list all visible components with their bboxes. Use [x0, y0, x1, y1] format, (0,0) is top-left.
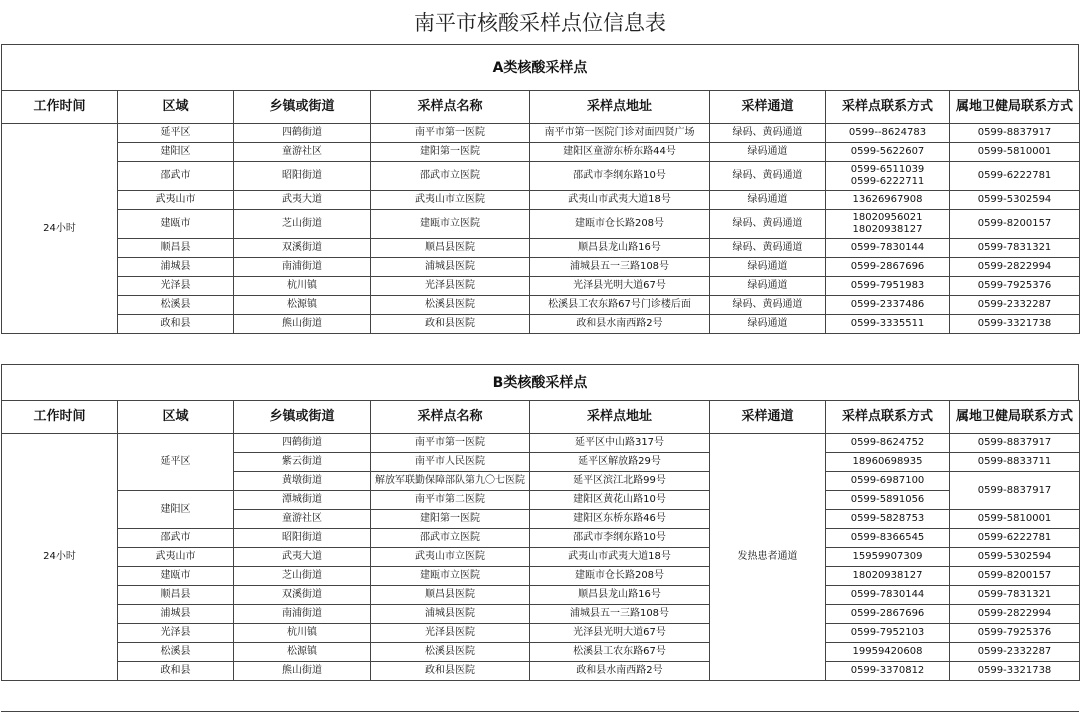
site-name-cell: 邵武市立医院: [371, 162, 530, 191]
site-address-cell: 邵武市李纲东路10号: [530, 162, 710, 191]
contact-cell: 0599-5891056: [826, 491, 950, 510]
region-cell: 建瓯市: [118, 567, 234, 586]
site-address-cell: 建阳区童游东桥东路44号: [530, 143, 710, 162]
channel-cell: 绿码通道: [710, 315, 826, 334]
channel-cell: 绿码、黄码通道: [710, 239, 826, 258]
header-site-name: 采样点名称: [371, 401, 530, 434]
header-work-time: 工作时间: [2, 91, 118, 124]
table-row: [2, 529, 1080, 548]
site-address-cell: 延平区滨江北路99号: [530, 472, 710, 491]
bureau-contact-cell: 0599-8200157: [950, 567, 1080, 586]
region-cell: 浦城县: [118, 258, 234, 277]
bureau-contact-cell: 0599-7831321: [950, 239, 1080, 258]
site-address-cell: 建阳区黄花山路10号: [530, 491, 710, 510]
street-cell: 松源镇: [234, 296, 371, 315]
section-b: [1, 364, 1079, 681]
street-cell: 芝山街道: [234, 210, 371, 239]
table-b: [1, 400, 1080, 681]
street-cell: 双溪街道: [234, 586, 371, 605]
header-bureau-contact: 属地卫健局联系方式: [950, 401, 1080, 434]
region-cell: 建阳区: [118, 491, 234, 529]
region-cell: 建阳区: [118, 143, 234, 162]
site-name-cell: 松溪县医院: [371, 643, 530, 662]
header-region: 区域: [118, 401, 234, 434]
site-address-cell: 武夷山市武夷大道18号: [530, 548, 710, 567]
header-channel: 采样通道: [710, 401, 826, 434]
region-cell: 延平区: [118, 124, 234, 143]
page-title: 南平市核酸采样点位信息表: [414, 11, 666, 35]
contact-cell: [826, 210, 950, 239]
region-cell: 顺昌县: [118, 586, 234, 605]
table-b-header-row: [2, 401, 1080, 434]
site-address-cell: 延平区中山路317号: [530, 434, 710, 453]
region-cell: 武夷山市: [118, 191, 234, 210]
contact-cell: 15959907309: [826, 548, 950, 567]
site-name-cell: 建瓯市立医院: [371, 567, 530, 586]
header-region: 区域: [118, 91, 234, 124]
channel-cell: 绿码、黄码通道: [710, 296, 826, 315]
header-contact: 采样点联系方式: [826, 91, 950, 124]
header-site-name: 采样点名称: [371, 91, 530, 124]
site-address-cell: 邵武市李纲东路10号: [530, 529, 710, 548]
region-cell: 延平区: [118, 434, 234, 491]
contact-cell: 18020938127: [826, 567, 950, 586]
channel-cell: 绿码通道: [710, 258, 826, 277]
contact-value: 0599-6511039: [850, 164, 925, 175]
street-cell: 四鹤街道: [234, 434, 371, 453]
site-name-cell: 浦城县医院: [371, 258, 530, 277]
site-name-cell: 松溪县医院: [371, 296, 530, 315]
bureau-contact-cell: 0599-7831321: [950, 586, 1080, 605]
site-address-cell: 浦城县五一三路108号: [530, 258, 710, 277]
site-address-cell: 武夷山市武夷大道18号: [530, 191, 710, 210]
contact-cell: [826, 162, 950, 191]
site-name-cell: 光泽县医院: [371, 277, 530, 296]
site-address-cell: 松溪县工农东路67号: [530, 643, 710, 662]
site-name-cell: 顺昌县医院: [371, 586, 530, 605]
site-address-cell: 建瓯市仓长路208号: [530, 567, 710, 586]
site-address-cell: 建阳区东桥东路46号: [530, 510, 710, 529]
bureau-contact-cell: 0599-5810001: [950, 143, 1080, 162]
street-cell: 潭城街道: [234, 491, 371, 510]
street-cell: 杭川镇: [234, 277, 371, 296]
region-cell: 浦城县: [118, 605, 234, 624]
bureau-contact-cell: 0599-6222781: [950, 162, 1080, 191]
bureau-contact-cell: 0599-5810001: [950, 510, 1080, 529]
contact-cell: 0599-2337486: [826, 296, 950, 315]
site-name-cell: 解放军联勤保障部队第九〇七医院: [371, 472, 530, 491]
site-address-cell: 光泽县光明大道67号: [530, 277, 710, 296]
contact-cell: 0599-7830144: [826, 586, 950, 605]
table-row: [2, 143, 1080, 162]
contact-value: 18020956021: [852, 212, 923, 223]
region-cell: 邵武市: [118, 529, 234, 548]
region-cell: 邵武市: [118, 162, 234, 191]
channel-cell: 绿码、黄码通道: [710, 210, 826, 239]
region-cell: 顺昌县: [118, 239, 234, 258]
street-cell: 童游社区: [234, 510, 371, 529]
region-cell: 武夷山市: [118, 548, 234, 567]
bureau-contact-cell: 0599-8837917: [950, 434, 1080, 453]
header-site-address: 采样点地址: [530, 401, 710, 434]
table-row: [2, 548, 1080, 567]
table-row: [2, 277, 1080, 296]
section-a: [1, 44, 1079, 334]
site-name-cell: 南平市第一医院: [371, 434, 530, 453]
table-row: [2, 643, 1080, 662]
bureau-contact-cell: 0599-2822994: [950, 605, 1080, 624]
bureau-contact-cell: 0599-8837917: [950, 472, 1080, 510]
table-row: [2, 567, 1080, 586]
table-row: [2, 296, 1080, 315]
table-row: [2, 239, 1080, 258]
section-b-title: B类核酸采样点: [1, 364, 1079, 400]
bureau-contact-cell: 0599-8200157: [950, 210, 1080, 239]
street-cell: 四鹤街道: [234, 124, 371, 143]
street-cell: 武夷大道: [234, 548, 371, 567]
header-street: 乡镇或街道: [234, 91, 371, 124]
street-cell: 黄墩街道: [234, 472, 371, 491]
header-street: 乡镇或街道: [234, 401, 371, 434]
header-contact: 采样点联系方式: [826, 401, 950, 434]
site-name-cell: 邵武市立医院: [371, 529, 530, 548]
contact-cell: 0599-2867696: [826, 605, 950, 624]
site-name-cell: 南平市第二医院: [371, 491, 530, 510]
site-name-cell: 建阳第一医院: [371, 143, 530, 162]
header-work-time: 工作时间: [2, 401, 118, 434]
street-cell: 松源镇: [234, 643, 371, 662]
site-address-cell: 顺昌县龙山路16号: [530, 239, 710, 258]
table-row: [2, 124, 1080, 143]
contact-cell: 0599-2867696: [826, 258, 950, 277]
region-cell: 政和县: [118, 315, 234, 334]
contact-cell: 19959420608: [826, 643, 950, 662]
bureau-contact-cell: 0599-7925376: [950, 277, 1080, 296]
site-name-cell: 武夷山市立医院: [371, 548, 530, 567]
channel-cell: 发热患者通道: [710, 434, 826, 681]
table-row: [2, 258, 1080, 277]
table-row: [2, 315, 1080, 334]
bureau-contact-cell: 0599-2332287: [950, 296, 1080, 315]
bureau-contact-cell: 0599-3321738: [950, 662, 1080, 681]
street-cell: 南浦街道: [234, 605, 371, 624]
table-row: [2, 624, 1080, 643]
site-address-cell: 建瓯市仓长路208号: [530, 210, 710, 239]
contact-cell: 0599-5828753: [826, 510, 950, 529]
region-cell: 政和县: [118, 662, 234, 681]
header-channel: 采样通道: [710, 91, 826, 124]
channel-cell: 绿码通道: [710, 143, 826, 162]
bureau-contact-cell: 0599-6222781: [950, 529, 1080, 548]
contact-cell: 0599-7951983: [826, 277, 950, 296]
region-cell: 建瓯市: [118, 210, 234, 239]
site-name-cell: 政和县医院: [371, 662, 530, 681]
site-name-cell: 南平市人民医院: [371, 453, 530, 472]
contact-cell: 0599-7830144: [826, 239, 950, 258]
site-name-cell: 政和县医院: [371, 315, 530, 334]
contact-cell: 0599-6987100: [826, 472, 950, 491]
bureau-contact-cell: 0599-2822994: [950, 258, 1080, 277]
site-name-cell: 建瓯市立医院: [371, 210, 530, 239]
contact-cell: 0599-7952103: [826, 624, 950, 643]
channel-cell: 绿码通道: [710, 277, 826, 296]
region-cell: 松溪县: [118, 296, 234, 315]
site-address-cell: 延平区解放路29号: [530, 453, 710, 472]
site-address-cell: 政和县水南西路2号: [530, 315, 710, 334]
region-cell: 光泽县: [118, 624, 234, 643]
channel-cell: 绿码、黄码通道: [710, 124, 826, 143]
table-row: [2, 605, 1080, 624]
table-row: [2, 191, 1080, 210]
street-cell: 芝山街道: [234, 567, 371, 586]
bureau-contact-cell: 0599-7925376: [950, 624, 1080, 643]
site-address-cell: 光泽县光明大道67号: [530, 624, 710, 643]
street-cell: 杭川镇: [234, 624, 371, 643]
channel-cell: 绿码、黄码通道: [710, 162, 826, 191]
street-cell: 双溪街道: [234, 239, 371, 258]
contact-cell: 0599-8624752: [826, 434, 950, 453]
contact-cell: 0599--8624783: [826, 124, 950, 143]
street-cell: 紫云街道: [234, 453, 371, 472]
site-name-cell: 建阳第一医院: [371, 510, 530, 529]
divider: [1, 711, 1079, 712]
contact-value: 18020938127: [852, 224, 923, 235]
contact-cell: 0599-8366545: [826, 529, 950, 548]
street-cell: 武夷大道: [234, 191, 371, 210]
site-address-cell: 松溪县工农东路67号门诊楼后面: [530, 296, 710, 315]
street-cell: 昭阳街道: [234, 529, 371, 548]
contact-value: 0599-6222711: [850, 176, 925, 187]
site-name-cell: 光泽县医院: [371, 624, 530, 643]
work-time-cell: 24小时: [2, 124, 118, 334]
street-cell: 熊山街道: [234, 662, 371, 681]
site-name-cell: 顺昌县医院: [371, 239, 530, 258]
street-cell: 熊山街道: [234, 315, 371, 334]
table-row: [2, 662, 1080, 681]
table-a: [1, 90, 1080, 334]
contact-cell: 0599-3335511: [826, 315, 950, 334]
bureau-contact-cell: 0599-5302594: [950, 548, 1080, 567]
region-cell: 松溪县: [118, 643, 234, 662]
table-a-header-row: [2, 91, 1080, 124]
contact-cell: 18960698935: [826, 453, 950, 472]
bureau-contact-cell: 0599-8837917: [950, 124, 1080, 143]
channel-cell: 绿码通道: [710, 191, 826, 210]
street-cell: 昭阳街道: [234, 162, 371, 191]
bureau-contact-cell: 0599-2332287: [950, 643, 1080, 662]
site-address-cell: 南平市第一医院门诊对面四贤广场: [530, 124, 710, 143]
section-a-title: A类核酸采样点: [1, 44, 1079, 90]
site-name-cell: 南平市第一医院: [371, 124, 530, 143]
table-row: [2, 210, 1080, 239]
site-address-cell: 政和县水南西路2号: [530, 662, 710, 681]
region-cell: 光泽县: [118, 277, 234, 296]
table-row: [2, 586, 1080, 605]
site-address-cell: 浦城县五一三路108号: [530, 605, 710, 624]
site-name-cell: 浦城县医院: [371, 605, 530, 624]
table-row: [2, 162, 1080, 191]
header-site-address: 采样点地址: [530, 91, 710, 124]
site-address-cell: 顺昌县龙山路16号: [530, 586, 710, 605]
work-time-cell: 24小时: [2, 434, 118, 681]
table-row: [2, 491, 1080, 510]
street-cell: 南浦街道: [234, 258, 371, 277]
street-cell: 童游社区: [234, 143, 371, 162]
table-row: [2, 434, 1080, 453]
contact-cell: 0599-3370812: [826, 662, 950, 681]
bureau-contact-cell: 0599-3321738: [950, 315, 1080, 334]
contact-cell: 0599-5622607: [826, 143, 950, 162]
contact-cell: 13626967908: [826, 191, 950, 210]
bureau-contact-cell: 0599-8833711: [950, 453, 1080, 472]
bureau-contact-cell: 0599-5302594: [950, 191, 1080, 210]
site-name-cell: 武夷山市立医院: [371, 191, 530, 210]
header-bureau-contact: 属地卫健局联系方式: [950, 91, 1080, 124]
